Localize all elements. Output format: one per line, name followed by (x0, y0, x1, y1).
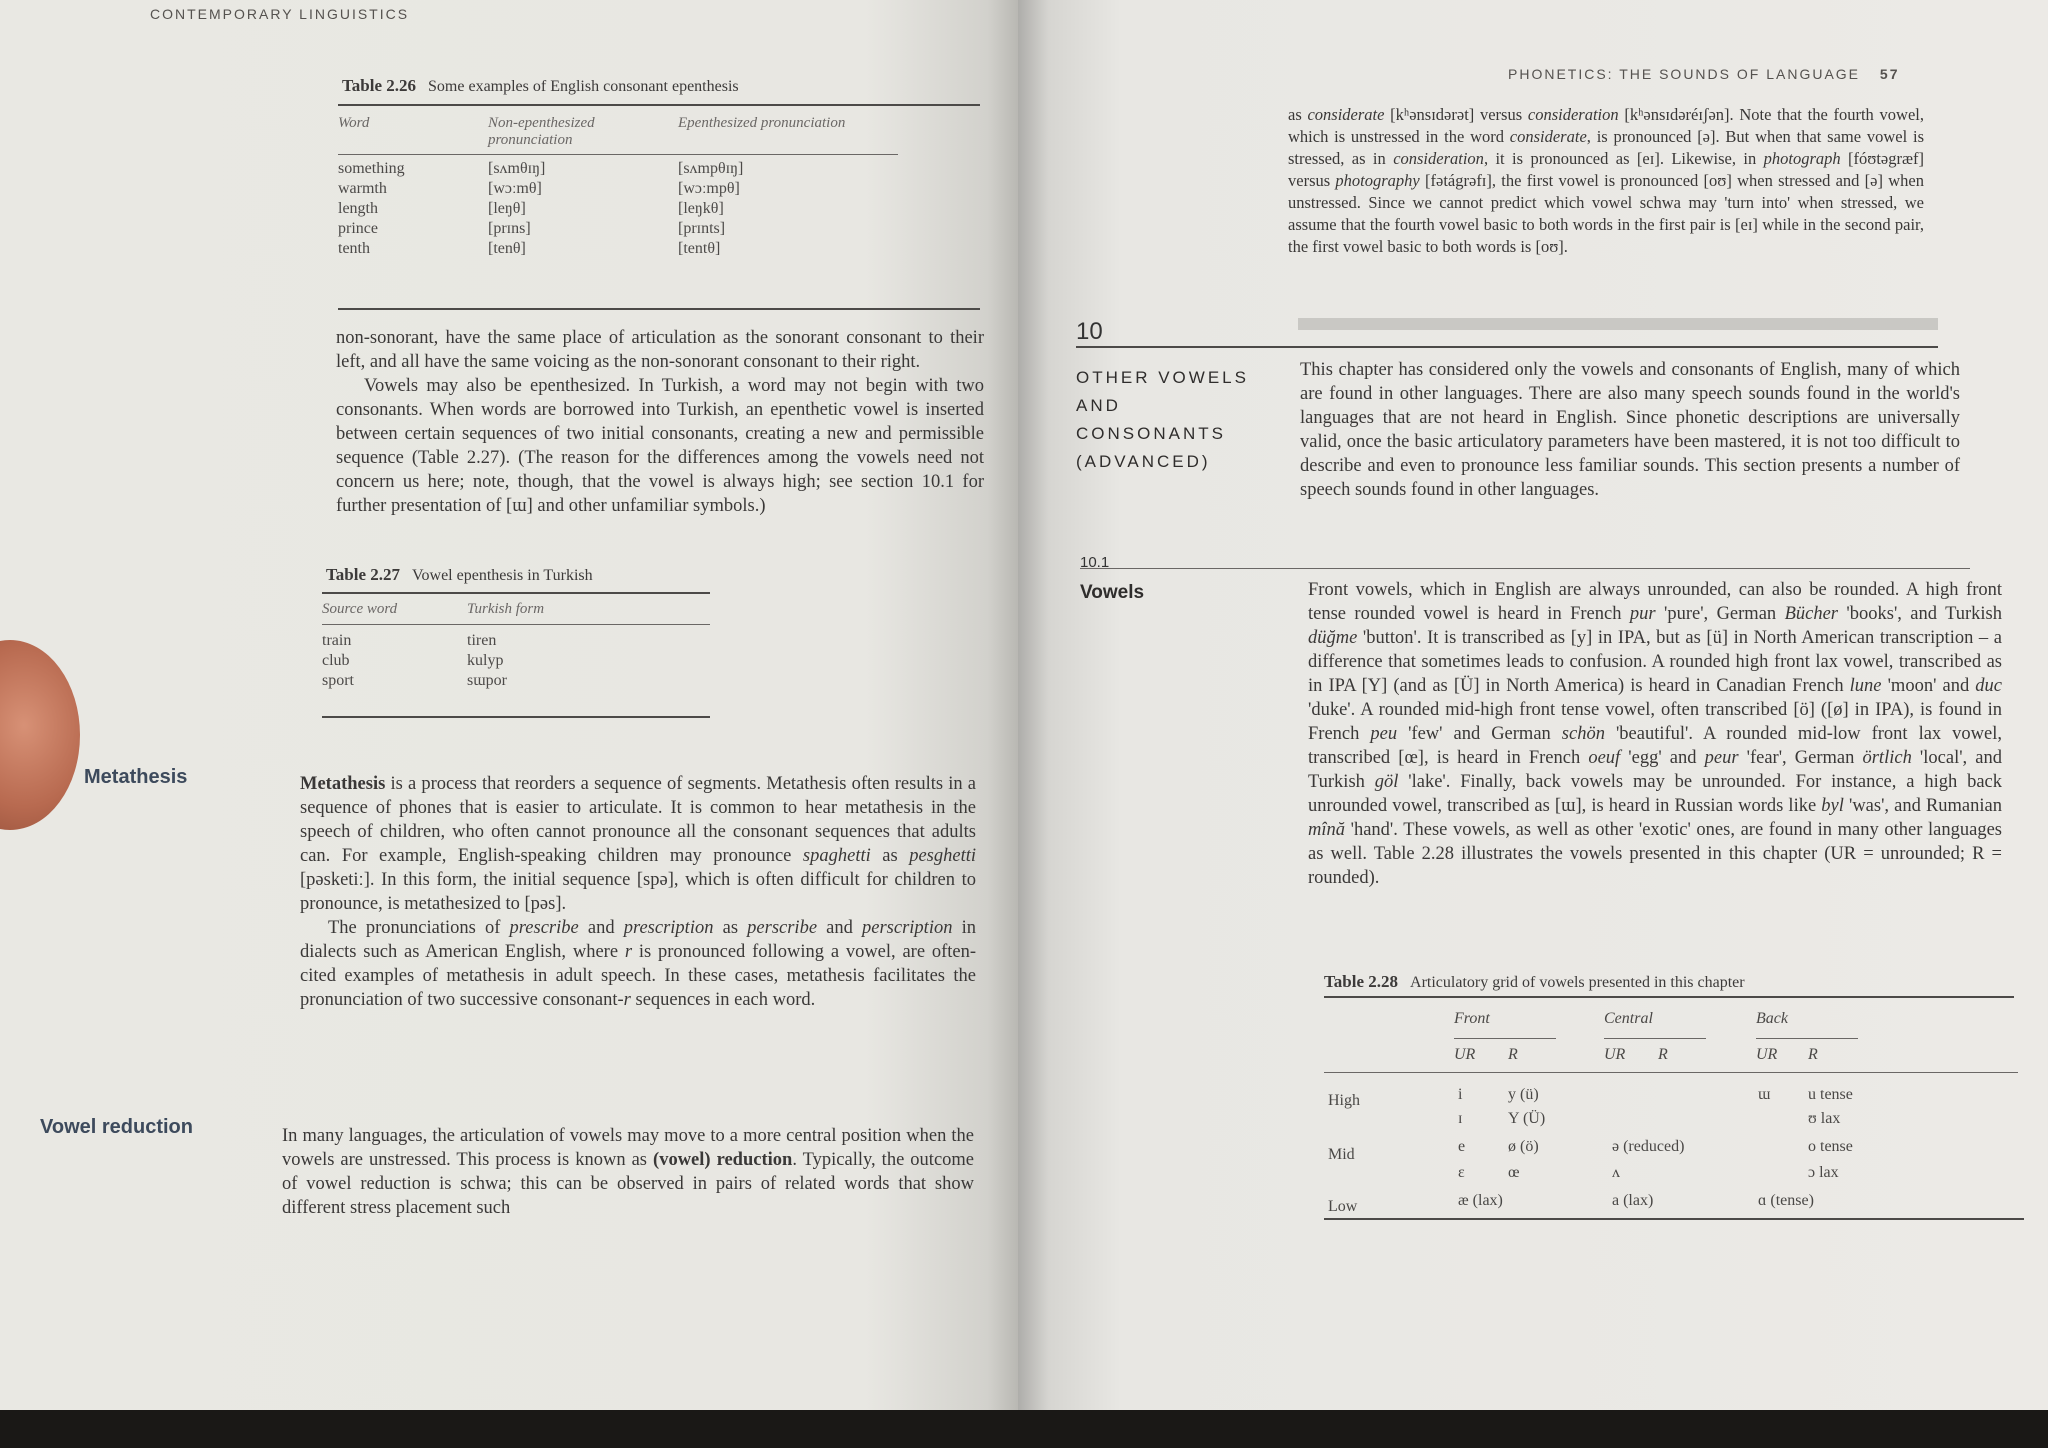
example-word: göl (1374, 772, 1399, 792)
section-bar (1298, 318, 1938, 330)
example-word: pur (1629, 604, 1656, 624)
table-cell: ɛ (1458, 1164, 1465, 1181)
subhead: R (1808, 1046, 1818, 1063)
row-label: Low (1328, 1198, 1358, 1215)
subhead: R (1658, 1046, 1668, 1063)
text-run: 'local', and Turkish (1308, 748, 2002, 792)
text-run: In many languages, the articulation of vowels may move to a more central position when the vowels are unstressed. This process is known as (282, 1126, 974, 1170)
table-cell: ʌ (1612, 1164, 1620, 1181)
table-cell: ø (ö) (1508, 1138, 1539, 1155)
table-title: Articulatory grid of vowels presented in this chapter (1410, 974, 1745, 991)
text-run: 'moon' and (1881, 676, 1976, 696)
page-number: 57 (1879, 66, 1900, 82)
background-surface (0, 1410, 2048, 1448)
text-run: 'button'. It is transcribed as [y] in IPA, but as [ü] in North American transcription – a difference that sometimes leads to confusion. A rounded high front lax vowel, transcribed as in IPA [Y] (and as [Ü] in North America) is heard in Canadian French (1308, 628, 2002, 696)
table-rule (338, 308, 980, 310)
text-run: as (713, 918, 748, 938)
text-run: 'pure', German (1655, 604, 1785, 624)
text-run: 'books', and Turkish (1838, 604, 2002, 624)
example-word: photograph (1763, 149, 1841, 168)
example-word: photography (1335, 171, 1420, 190)
table-row (338, 199, 898, 219)
table-cell: sport (322, 672, 354, 689)
table-cell: something (338, 160, 405, 177)
table-cell: a (lax) (1612, 1192, 1654, 1209)
example-word: örtlich (1862, 748, 1912, 768)
example-word: perscribe (747, 918, 818, 938)
group-rule (1756, 1038, 1858, 1039)
section-10-text (1300, 358, 1960, 502)
table-cell: [tentθ] (678, 240, 721, 257)
paragraph (300, 772, 976, 916)
table-cell: [sʌmθɪŋ] (488, 160, 546, 177)
table-cell: prince (338, 220, 378, 237)
running-head-left: CONTEMPORARY LINGUISTICS (150, 6, 410, 22)
section-rule (1076, 346, 1938, 348)
example-word: oeuf (1588, 748, 1621, 768)
example-word: prescription (623, 918, 714, 938)
example-word: duc (1975, 676, 2002, 696)
example-word: considerate (1307, 105, 1385, 124)
paragraph (282, 1124, 974, 1220)
group-header: Central (1604, 1010, 1653, 1027)
section-title (1076, 364, 1249, 476)
running-head-text: PHONETICS: THE SOUNDS OF LANGUAGE (1508, 66, 1861, 82)
text-run: is pronounced following a vowel, are often-cited examples of metathesis in adult speech. In these cases, metathesis facilitates the pronunciation of two successive consonant- (300, 942, 976, 1010)
table-rule (338, 104, 980, 106)
example-word: peu (1370, 724, 1398, 744)
example-word: spaghetti (802, 846, 871, 866)
section-title-line: OTHER VOWELS (1076, 368, 1249, 387)
text-run: 'lake'. Finally, back vowels may be unrounded. For instance, a high back unrounded vowel, transcribed as [ɯ], is heard in Russian words like (1308, 772, 2002, 816)
table-row (338, 219, 898, 239)
table-cell: ɪ (1458, 1110, 1463, 1127)
text-run: and (817, 918, 863, 938)
table-cell: [leŋkθ] (678, 200, 724, 217)
example-word: r (623, 990, 631, 1010)
subhead: R (1508, 1046, 1518, 1063)
text-run: [kʰənsɪdərət] versus (1384, 105, 1528, 124)
section-title-line: AND (1076, 396, 1121, 415)
text-run: sequences in each word. (630, 990, 816, 1010)
text-run: Front vowels, which in English are always unrounded, can also be rounded. A high front tense rounded vowel is heard in French (1308, 580, 2002, 624)
example-word: consideration (1527, 105, 1619, 124)
subhead: UR (1454, 1046, 1476, 1063)
vowels-text (1308, 578, 2002, 890)
example-word: prescribe (509, 918, 579, 938)
table-cell: kulyp (467, 652, 504, 669)
row-label: Mid (1328, 1146, 1355, 1163)
group-header: Back (1756, 1010, 1788, 1027)
table-header: Turkish form (467, 601, 545, 617)
text-run: 'egg' and (1620, 748, 1705, 768)
subsection-rule (1080, 568, 1970, 569)
row-label: High (1328, 1092, 1360, 1109)
key-term: Metathesis (300, 774, 386, 794)
example-word: r (624, 942, 633, 962)
example-word: schön (1561, 724, 1605, 744)
table-2-27-caption (326, 565, 593, 585)
table-cell: œ (1508, 1164, 1520, 1181)
table-cell: [leŋθ] (488, 200, 526, 217)
text-run: . Typically, the outcome of vowel reduction is schwa; this can be observed in pairs of related words that show different stress placement such (282, 1150, 975, 1218)
table-rule (1324, 1218, 2024, 1220)
text-run: in dialects such as American English, where (300, 918, 976, 962)
table-cell: warmth (338, 180, 387, 197)
table-cell: [wɔːmθ] (488, 180, 542, 197)
text-run: 'few' and German (1397, 724, 1562, 744)
table-title: Some examples of English consonant epenthesis (428, 78, 739, 95)
table-cell: tiren (467, 632, 497, 649)
table-cell: [wɔːmpθ] (678, 180, 740, 197)
table-2-26-caption (342, 76, 739, 96)
table-cell: æ (lax) (1458, 1192, 1503, 1209)
example-word: lune (1849, 676, 1882, 696)
table-cell: ɯ (1758, 1086, 1771, 1103)
table-cell: Y (Ü) (1508, 1110, 1546, 1127)
example-word: peur (1704, 748, 1739, 768)
section-title-line: CONSONANTS (1076, 424, 1226, 443)
table-rule (322, 716, 710, 718)
subhead: UR (1756, 1046, 1778, 1063)
example-word: Bücher (1784, 604, 1838, 624)
table-row (338, 179, 898, 199)
paragraph (1308, 578, 2002, 890)
example-word: consideration (1393, 149, 1484, 168)
table-cell: ɔ lax (1808, 1164, 1839, 1181)
table-number: Table 2.26 (342, 76, 417, 95)
table-cell: y (ü) (1508, 1086, 1539, 1103)
text-run: 'was', and Rumanian (1843, 796, 2002, 816)
text-run: , it is pronounced as [eɪ]. Likewise, in (1483, 149, 1764, 168)
text-run: [pəsketiː]. In this form, the initial sequence [spə], which is often difficult for children to pronounce, is metathesized to [pəs]. (300, 870, 976, 914)
metathesis-text (300, 772, 976, 1012)
table-cell: train (322, 632, 352, 649)
table-row (338, 239, 898, 259)
example-word: byl (1821, 796, 1844, 816)
table-cell: length (338, 200, 378, 217)
text-run: as (870, 846, 910, 866)
subsection-number: 10.1 (1080, 554, 1110, 571)
table-2-27 (322, 600, 710, 691)
body-text-block (336, 326, 984, 518)
paragraph (300, 916, 976, 1012)
table-cell: tenth (338, 240, 370, 257)
table-2-26 (338, 114, 898, 259)
table-cell: [sʌmpθɪŋ] (678, 160, 744, 177)
text-run: 'hand'. These vowels, as well as other 'exotic' ones, are found in many other languages as well. Table 2.28 illustrates the vowels presented in this chapter (UR = unrounded; R = rounded). (1308, 820, 2002, 888)
group-rule (1604, 1038, 1706, 1039)
running-head-right (1508, 66, 1899, 82)
table-cell: club (322, 652, 350, 669)
table-rule (1324, 996, 2014, 998)
table-cell: u tense (1808, 1086, 1853, 1103)
table-header: Source word (322, 601, 398, 617)
text-run: as (1288, 105, 1308, 124)
table-header: Non-epenthesized pronunciation (488, 115, 595, 148)
table-cell: i (1458, 1086, 1463, 1103)
table-cell: ə (reduced) (1612, 1138, 1685, 1155)
section-title-line: (ADVANCED) (1076, 452, 1211, 471)
table-number: Table 2.28 (1324, 972, 1399, 991)
top-paragraph (1288, 104, 1924, 258)
table-row (322, 651, 710, 671)
subsection-title: Vowels (1080, 582, 1145, 603)
subhead: UR (1604, 1046, 1626, 1063)
paragraph: This chapter has considered only the vowels and consonants of English, many of which are found in other languages. There are also many speech sounds found in the world's languages that are not heard in English. Since phonetic descriptions are universally valid, once the basic articulatory parameters have been mastered, it is not too difficult to describe and even to pronounce less familiar sounds. This section presents a number of speech sounds found in other languages. (1300, 360, 1960, 500)
section-number: 10 (1076, 318, 1103, 345)
paragraph: non-sonorant, have the same place of articulation as the sonorant consonant to their left, and all have the same voicing as the non-sonorant consonant to their right. (336, 328, 984, 372)
table-cell: o tense (1808, 1138, 1853, 1155)
text-run: The pronunciations of (328, 918, 510, 938)
sidehead-vowel-reduction: Vowel reduction (40, 1116, 193, 1138)
table-cell: sɯpor (467, 672, 507, 689)
table-row (322, 631, 710, 651)
text-run: and (578, 918, 624, 938)
table-header: Word (338, 115, 370, 131)
paragraph: Vowels may also be epenthesized. In Turkish, a word may not begin with two consonants. When words are borrowed into Turkish, an epenthetic vowel is inserted between certain sequences of two initial consonants, creating a new and permissible sequence (Table 2.27). (The reason for the differences among the vowels need not concern us here; note, though, that the vowel is always high; see section 10.1 for further presentation of [ɯ] and other unfamiliar symbols.) (336, 376, 984, 516)
table-rule (1324, 1072, 2018, 1073)
text-run: is a process that reorders a sequence of segments. Metathesis often results in a sequence of phones that is easier to articulate. It is common to hear metathesis in the speech of children, who often cannot pronounce all the consonant sequences that adults can. For example, English-speaking children may pronounce (300, 774, 976, 866)
table-header: Epenthesized pronunciation (678, 115, 846, 131)
paragraph (1288, 104, 1924, 258)
text-run: 'fear', German (1738, 748, 1863, 768)
text-run: [fətágrəfɪ], the first vowel is pronounced [oʊ] when stressed and [ə] when unstressed. Since we cannot predict which vowel schwa may 'turn into' when stressed, we assume that the fourth vowel basic to both words in the first pair is [eɪ] while in the second pair, the first vowel basic to both words is [oʊ]. (1288, 171, 1924, 256)
group-header: Front (1454, 1010, 1490, 1027)
example-word: mînă (1308, 820, 1345, 840)
thumb-finger (0, 640, 80, 830)
text-run: [fóʊtəgræf] versus (1288, 149, 1924, 190)
key-term: (vowel) reduction (653, 1150, 793, 1170)
table-title: Vowel epenthesis in Turkish (412, 567, 593, 584)
table-cell: e (1458, 1138, 1466, 1155)
text-run: [kʰənsɪdəréɪʃən]. Note that the fourth vowel, which is unstressed in the word (1288, 105, 1924, 146)
table-2-28-caption (1324, 972, 1745, 992)
sidehead-metathesis: Metathesis (84, 766, 188, 788)
table-cell: [tenθ] (488, 240, 526, 257)
table-cell: ʊ lax (1808, 1110, 1841, 1127)
table-cell: [prɪnts] (678, 220, 726, 237)
example-word: considerate (1509, 127, 1587, 146)
vowel-reduction-text (282, 1124, 974, 1220)
table-cell: [prɪns] (488, 220, 531, 237)
example-word: perscription (862, 918, 953, 938)
table-row (338, 159, 898, 179)
table-cell: ɑ (tense) (1758, 1192, 1814, 1209)
text-run: , is pronounced [ə]. But when that same vowel is stressed, as in (1288, 127, 1924, 168)
table-rule (322, 592, 710, 594)
left-page (0, 0, 1018, 1410)
table-number: Table 2.27 (326, 565, 401, 584)
right-page (1018, 0, 2048, 1410)
example-word: pesghetti (909, 846, 976, 866)
group-rule (1454, 1038, 1556, 1039)
text-run: 'beautiful'. A rounded mid-low front lax vowel, transcribed [œ], is heard in French (1308, 724, 2002, 768)
text-run: 'duke'. A rounded mid-high front tense vowel, often transcribed [ö] ([ø] in IPA), is found in French (1308, 700, 2002, 744)
table-row (322, 671, 710, 691)
example-word: düğme (1308, 628, 1358, 648)
